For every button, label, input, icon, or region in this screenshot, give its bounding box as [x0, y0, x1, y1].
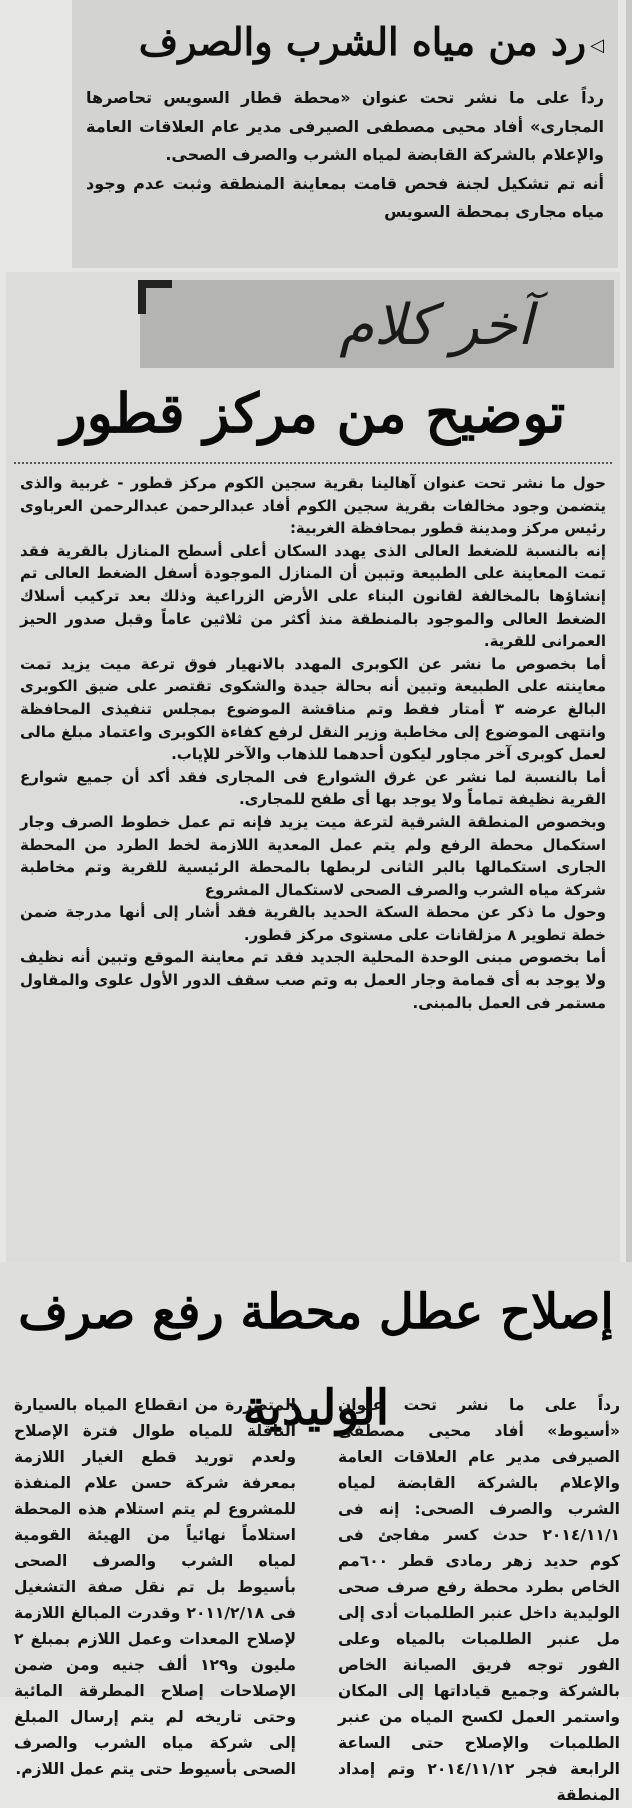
article-clipping-1 [72, 0, 618, 268]
article-2-paragraph: أما بالنسبة لما نشر عن غرق الشوارع فى المجارى فقد أكد أن جميع شوارع القرية نظيفة تماماً ولا يوجد بها أى طفح للمجارى. [20, 767, 606, 809]
corner-bracket-icon [138, 280, 172, 314]
article-2-paragraph: إنه بالنسبة للضغط العالى الذى يهدد السكان أعلى أسطح المنازل بالقرية فقد تمت المعاينة على الطبيعة وتبين أن المنازل الموجودة أسفل الضغط العالى تم إنشاؤها بالمخالفة لقانون البناء على الأرض الزراعية وذلك بعد تركيب أسلاك الضغط العالى والموجود بالمنطقة منذ أكثر من ثلاثين عاماً وقبل صدور الحيز العمرانى للقرية. [20, 541, 606, 651]
article-1-headline-text: رد من مياه الشرب والصرف [138, 19, 587, 64]
article-3-paragraph: رداً على ما نشر تحت عنوان «أسيوط» أفاد محيى مصطفى الصيرفى مدير عام العلاقات العامة والإعلام بالشركة القابضة لمياه الشرب والصرف الصحى: إنه فى ٢٠١٤/١١/١ حدث كسر مفاجئ فى كوم حديد زهر رمادى قطر ٦٠٠مم الخاص بطرد محطة رفع صرف صحى الوليدية داخل عنبر الطلمبات أدى إلى مل عنبر الطلمبات بالمياه وعلى الفور توجه فريق الصيانة الخاص بالشركة وجميع قياداتها إلى المكان واستمر العمل لكسح المياه من عنبر الطلمبات والإصلاح حتى الساعة الرابعة فجر ٢٠١٤/١١/١٢ وتم إمداد المنطقة [338, 1396, 620, 1804]
article-2-body [20, 472, 606, 1014]
article-clipping-3 [0, 1262, 632, 1804]
triangle-bullet-icon: ◁ [590, 34, 604, 56]
column-banner-title: آخر كلام [339, 293, 533, 358]
article-3-column-right [338, 1392, 620, 1808]
article-3-column-left [14, 1392, 296, 1782]
article-2-paragraph: أما بخصوص ما نشر عن الكوبرى المهدد بالانهيار فوق ترعة ميت يزيد تمت معاينته على الطبيعة وتبين أنه بحالة جيدة والشكوى تقتصر على ضيق الكوبرى البالغ عرضه ٣ أمتار فقط وتم مناقشة الموضوع بمجلس تنفيذى المحافظة وانتهى الموضوع إلى مخاطبة وزير النقل لرفع كفاءة الكوبرى واعتماد مبلغ مالى لعمل كوبرى آخر مجاور ليكون أحدهما للذهاب والآخر للإياب. [20, 654, 606, 764]
article-3-paragraph: المتضررة من انقطاع المياه بالسيارة الناقلة للمياه طوال فترة الإصلاح ولعدم توريد قطع الغيار اللازمة بمعرفة شركة حسن علام المنفذة للمشروع لم يتم استلام هذه المحطة استلاماً نهائياً من الهيئة القومية لمياه الشرب والصرف الصحى بأسيوط بل تم نقل صفة التشغيل فى ٢٠١١/٢/١٨ وقدرت المبالغ اللازمة لإصلاح المعدات وعمل اللازم بمبلغ ٢ مليون و١٢٩ ألف جنيه ومن ضمن الإصلاحات إصلاح المطرقة المائية وحتى تاريخه لم يتم إرسال المبلغ إلى شركة مياه الشرب والصرف الصحى بأسيوط حتى يتم عمل اللازم. [14, 1396, 296, 1778]
article-1-body [86, 84, 604, 227]
divider [14, 462, 612, 464]
article-1-headline [86, 12, 604, 76]
article-1-paragraph: أنه تم تشكيل لجنة فحص قامت بمعاينة المنطقة وثبت عدم وجود مياه مجارى بمحطة السويس [86, 173, 604, 221]
article-clipping-2 [6, 272, 620, 1262]
article-2-paragraph: وبخصوص المنطقة الشرقية لترعة ميت يزيد فإنه تم عمل خطوط الصرف وجار استكمال محطة الرفع ولم يتم عمل المعدية اللازمة لخط الطرد من المحطة الجارى استكمالها بالبر الثانى لربطها بالمحطة الرئيسية للقرية وتم مخاطبة شركة مياه الشرب والصرف الصحى لاستكمال المشروع [20, 812, 606, 899]
article-2-paragraph: أما بخصوص مبنى الوحدة المحلية الجديد فقد تم معاينة الموقع وتبين أنه نظيف ولا يوجد به أى قمامة وجار العمل به وتم صب سقف الدور الأول علوى والمقاول مستمر فى العمل بالمبنى. [20, 948, 606, 1012]
article-1-paragraph: رداً على ما نشر تحت عنوان «محطة قطار السويس تحاصرها المجارى» أفاد محيى مصطفى الصيرفى مدير عام العلاقات العامة والإعلام بالشركة القابضة لمياه الشرب والصرف الصحى. [86, 88, 604, 164]
article-2-headline: توضيح من مركز قطور [60, 381, 566, 445]
article-2-paragraph: حول ما نشر تحت عنوان آهالينا بقرية سجين الكوم مركز قطور - غربية والذى يتضمن وجود مخالفات بقرية سجين الكوم أفاد عبدالرحمن عبدالرحمن العرباوى رئيس مركز ومدينة قطور بمحافظة الغربية: [20, 474, 606, 538]
article-3-headline: إصلاح عطل محطة رفع صرف الوليدية [18, 1284, 614, 1436]
article-2-paragraph: وحول ما ذكر عن محطة السكة الحديد بالقرية فقد أشار إلى أنها مدرجة ضمن خطة تطوير ٨ مزلقانات على مستوى مركز قطور. [20, 903, 606, 944]
